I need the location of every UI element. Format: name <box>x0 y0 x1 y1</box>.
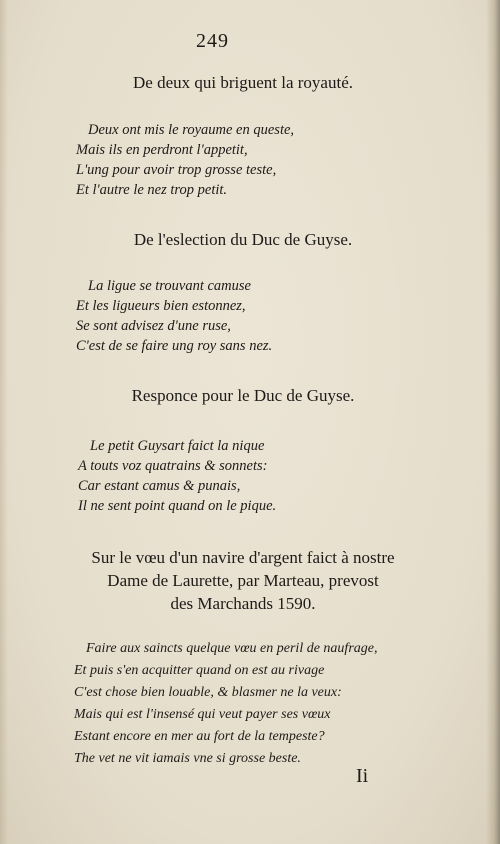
verse-line: The vet ne vit iamais vne si grosse beste. <box>74 751 301 766</box>
poem-2-stanza <box>76 276 272 356</box>
verse-line: La ligue se trouvant camuse <box>88 278 251 294</box>
poem-3-stanza <box>78 436 276 516</box>
poem-3-title: Responce pour le Duc de Guyse. <box>131 386 355 405</box>
verse-line: Et l'autre le nez trop petit. <box>76 182 228 198</box>
poem-4-stanza <box>74 638 377 770</box>
verse-line: Il ne sent point quand on le pique. <box>78 498 277 514</box>
page-number: 249 <box>196 30 229 52</box>
page-gutter-shadow <box>0 0 8 844</box>
verse-line: Car estant camus & punais, <box>78 478 241 494</box>
poem-4-title-line-1: Sur le vœu d'un navire d'argent faict à nostre <box>91 548 395 567</box>
verse-line: Mais ils en perdront l'appetit, <box>76 142 248 158</box>
verse-line: Mais qui est l'insensé qui veut payer ses vœux <box>74 707 331 722</box>
verse-line: C'est chose bien louable, & blasmer ne la veux: <box>74 685 342 700</box>
verse-line: Et puis s'en acquitter quand on est au rivage <box>74 663 325 678</box>
verse-line: Se sont advisez d'une ruse, <box>76 318 231 334</box>
page-edge-shadow <box>486 0 500 844</box>
verse-line: Estant encore en mer au fort de la tempeste? <box>74 729 325 744</box>
poem-4-title-line-3: des Marchands 1590. <box>170 594 316 613</box>
verse-line: C'est de se faire ung roy sans nez. <box>76 338 273 354</box>
verse-line: Et les ligueurs bien estonnez, <box>76 298 246 314</box>
verse-line: A touts voz quatrains & sonnets: <box>78 458 268 474</box>
poem-2-title: De l'eslection du Duc de Guyse. <box>133 230 353 249</box>
verse-line: Le petit Guysart faict la nique <box>90 438 265 454</box>
verse-line: Faire aux saincts quelque vœu en peril de naufrage, <box>86 641 378 656</box>
poem-4-title-line-2: Dame de Laurette, par Marteau, prevost <box>107 571 379 590</box>
poem-1-title: De deux qui briguent la royauté. <box>133 73 353 92</box>
poem-1-stanza <box>76 120 294 200</box>
verse-line: Deux ont mis le royaume en queste, <box>88 122 295 138</box>
signature-mark: Ii <box>356 765 369 787</box>
verse-line: L'ung pour avoir trop grosse teste, <box>76 162 277 178</box>
